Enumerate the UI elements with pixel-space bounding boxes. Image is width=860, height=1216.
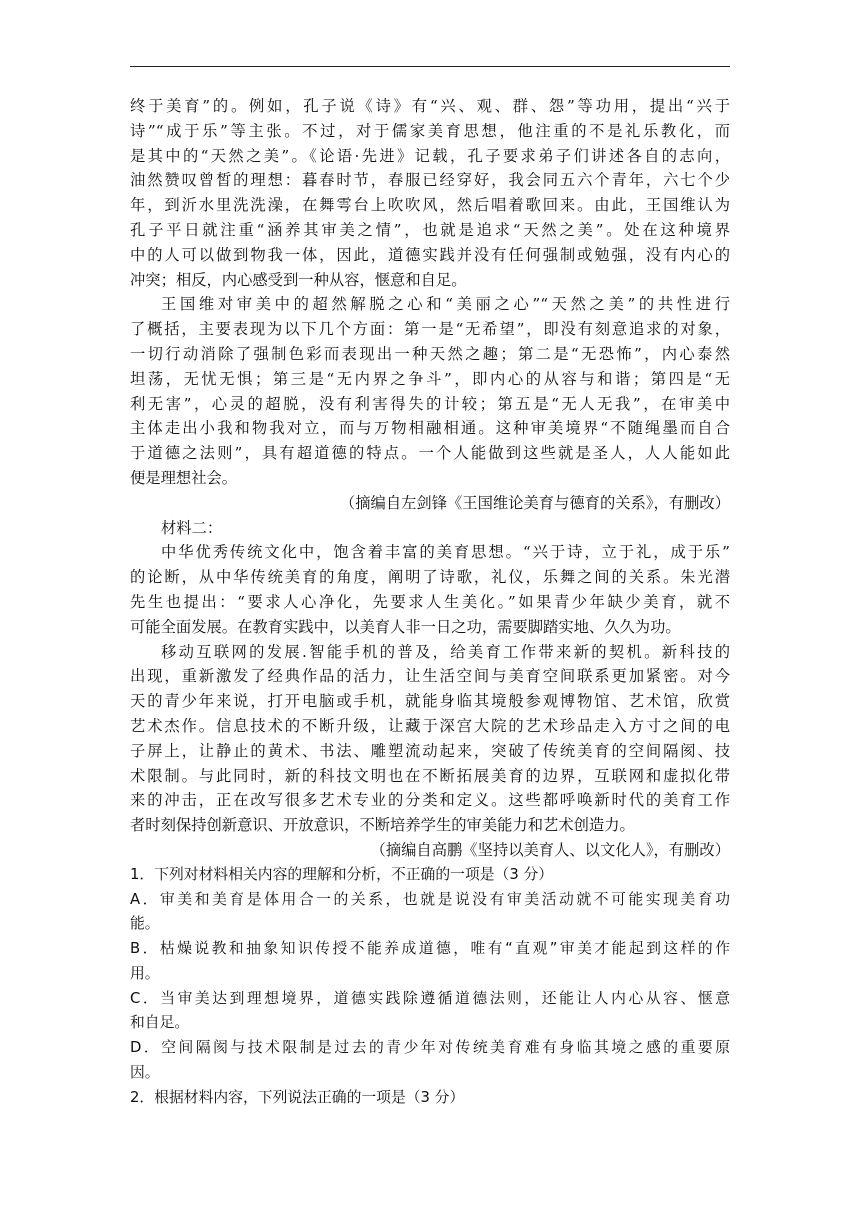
- question-stem: 1．下列对材料相关内容的理解和分析，不正确的一项是（3 分）: [130, 865, 554, 883]
- text-line: 一切行动消除了强制色彩而表现出一种天然之趣；第二是“无恐怖”，内心泰然: [130, 344, 730, 363]
- text-line: 油然赞叹曾皙的理想：暮春时节，春服已经穿好，我会同五六个青年，六七个少: [130, 171, 730, 190]
- text-line: 诗”“成于乐”等主张。不过，对于儒家美育思想，他注重的不是礼乐教化，而: [130, 121, 730, 140]
- option-text: B．枯燥说教和抽象知识传授不能养成道德，唯有“直观”审美才能起到这样的作: [130, 940, 730, 958]
- option-c: [130, 987, 730, 1037]
- text-line: 移动互联网的发展.智能手机的普及，给美育工作带来新的契机。新科技的: [161, 642, 730, 661]
- material-one-continued-paragraph: [130, 94, 730, 292]
- option-text: A．审美和美育是体用合一的关系，也就是说没有审美活动就不可能实现美育功: [130, 890, 730, 908]
- text-line: 利无害”，心灵的超脱，没有利害得失的计较；第五是“无人无我”，在审美中: [130, 394, 730, 413]
- text-line: 出现，重新激发了经典作品的活力，让生活空间与美育空间联系更加紧密。对今: [130, 667, 730, 686]
- text-line: 来的冲击，正在改写很多艺术专业的分类和定义。这些都呼唤新时代的美育工作: [130, 791, 730, 810]
- option-text: 能。: [130, 915, 160, 933]
- text-line: 先生也提出：“要求人心净化，先要求人生美化。”如果青少年缺少美育，就不: [130, 592, 730, 611]
- option-b: [130, 937, 730, 987]
- text-line: 王国维对审美中的超然解脱之心和“美丽之心”“天然之美”的共性进行: [161, 295, 730, 314]
- text-line: 者时刻保持创新意识、开放意识，不断培养学生的审美能力和艺术创造力。: [130, 816, 635, 835]
- option-text: C．当审美达到理想境界，道德实践除遵循道德法则，还能让人内心从容、惬意: [130, 989, 730, 1007]
- option-text: 用。: [130, 964, 160, 982]
- document-body: [130, 94, 730, 1111]
- text-line: 便是理想社会。: [130, 468, 238, 487]
- option-text: D．空间隔阂与技术限制是过去的青少年对传统美育难有身临其境之感的重要原: [130, 1039, 730, 1057]
- text-line: 于道德之法则”，具有超道德的特点。一个人能做到这些就是圣人，人人能如此: [130, 444, 730, 463]
- question-2: [130, 1086, 730, 1111]
- source-citation-two: （摘编自高鹏《坚持以美育人、以文化人》，有删改）: [370, 840, 730, 859]
- text-line: 冲突；相反，内心感受到一种从容，惬意和自足。: [130, 270, 467, 289]
- material-two-paragraph-2: [130, 640, 730, 838]
- text-line: 终于美育”的。例如，孔子说《诗》有“兴、观、群、怨”等功用，提出“兴于: [130, 97, 730, 115]
- material-one-paragraph-2: [130, 292, 730, 490]
- option-text: 因。: [130, 1064, 160, 1082]
- header-rule: [130, 66, 730, 67]
- text-line: 主体走出小我和物我对立，而与万物相融相通。这种审美境界“不随绳墨而自合: [130, 419, 730, 438]
- question-1: [130, 863, 730, 1086]
- text-line: 了概括，主要表现为以下几个方面：第一是“无希望”，即没有刻意追求的对象，: [130, 320, 730, 339]
- material-two-paragraph-1: [130, 540, 730, 639]
- option-a: [130, 888, 730, 938]
- text-line: 年，到沂水里洗洗澡，在舞雩台上吹吹风，然后唱着歌回来。由此，王国维认为: [130, 196, 730, 215]
- material-two-label: 材料二：: [161, 518, 223, 537]
- text-line: 可能全面发展。在教育实践中，以美育人非一日之功，需要脚踏实地、久久为功。: [130, 617, 681, 636]
- text-line: 是其中的“天然之美”。《论语·先进》记载，孔子要求弟子们讲述各自的志向，: [130, 146, 730, 165]
- text-line: 坦荡，无忧无惧；第三是“无内界之争斗”，即内心的从容与和谐；第四是“无: [130, 369, 730, 388]
- text-line: 天的青少年来说，打开电脑或手机，就能身临其境般参观博物馆、艺术馆，欣赏: [130, 692, 730, 711]
- option-d: [130, 1036, 730, 1086]
- source-citation-one: （摘编自左剑锋《王国维论美育与德育的关系》，有删改）: [339, 493, 730, 512]
- text-line: 中华优秀传统文化中，饱含着丰富的美育思想。“兴于诗，立于礼，成于乐”: [161, 543, 730, 562]
- text-line: 术限制。与此同时，新的科技文明也在不断拓展美育的边界，互联网和虚拟化带: [130, 766, 730, 785]
- text-line: 的论断，从中华传统美育的角度，阐明了诗歌，礼仪，乐舞之间的关系。朱光潜: [130, 568, 730, 587]
- question-stem: 2．根据材料内容，下列说法正确的一项是（3 分）: [130, 1088, 465, 1106]
- text-line: 子屏上，让静止的黄术、书法、雕塑流动起来，突破了传统美育的空间隔阂、技: [130, 741, 730, 760]
- text-line: 中的人可以做到物我一体，因此，道德实践并没有任何强制或勉强，没有内心的: [130, 245, 730, 264]
- text-line: 孔子平日就注重“涵养其审美之情”，也就是追求“天然之美”。处在这种境界: [130, 220, 730, 239]
- option-text: 和自足。: [130, 1014, 190, 1032]
- text-line: 艺术杰作。信息技术的不断升级，让藏于深宫大院的艺术珍品走入方寸之间的电: [130, 716, 730, 735]
